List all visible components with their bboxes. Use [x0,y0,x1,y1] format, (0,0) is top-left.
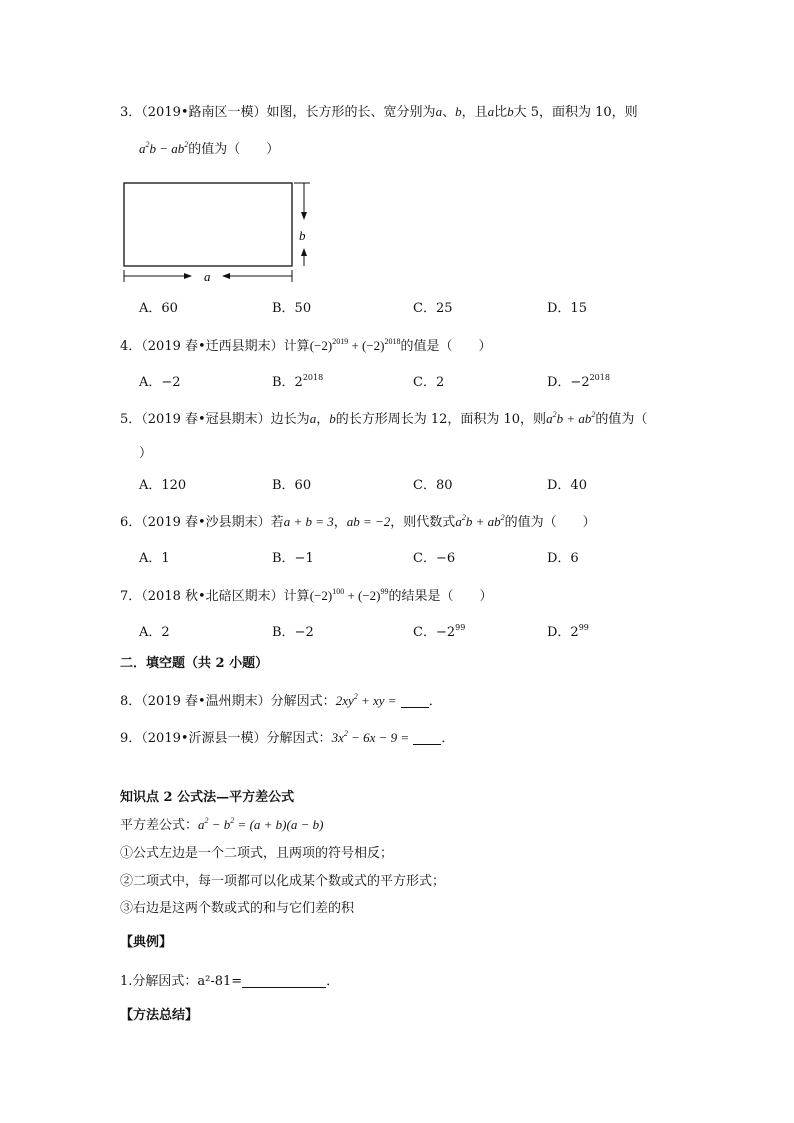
q3-expression: $a^2b - ab^2$ [139,140,189,156]
kp2-point-3: ③右边是这两个数或式的和与它们差的积 [120,901,355,916]
q4-option-d: D．$-2^{2018}$ [547,373,610,390]
q7-option-c: C．$-2^{99}$ [413,623,466,640]
q4-option-a: A．−2 [139,375,181,390]
q3-line2: $a^2b - ab^2$的值为（ ） [139,140,280,157]
method-summary-heading: 【方法总结】 [120,1008,199,1023]
kp2-title: 知识点 2 公式法—平方差公式 [120,790,295,805]
q7-option-a: A．2 [139,625,170,640]
q3-number: 3． [120,105,142,120]
q5-option-b: B．60 [272,478,312,493]
q6-line1: 6．（2019 春•沙县期末）若a + b = 3，ab = −2，则代数式$a^2b + ab^2$的值为（ ） [120,513,596,530]
q5-line1: 5．（2019 春•冠县期末）边长为a，b的长方形周长为 12，面积为 10，则$a^2b + ab^2$的值为（ [120,410,648,427]
q3-line1: 3．（2019•路南区一模）如图，长方形的长、宽分别为a、b，且a比b大 5，面积为 10，则 [120,104,638,120]
q6-option-a: A．1 [139,551,170,566]
q8-expression: $2xy^2$ + xy = [335,692,397,708]
kp2-formula: $a^2 - b^2 = (a + b)(a - b)$ [198,816,324,832]
section2-heading: 二．填空题（共 2 小题） [120,656,269,671]
q5-line2: ） [139,446,153,461]
q6-option-c: C．−6 [413,551,456,566]
q3-source: （2019•路南区一模） [141,105,267,120]
example-question: 1.分解因式：a²-81= ． [120,974,340,989]
q6-expression: $a^2b + ab^2$ [455,513,505,529]
q5-option-d: D．40 [547,478,587,493]
q7-option-b: B．−2 [272,625,314,640]
q8-answer-blank[interactable] [401,693,429,708]
q4-option-c: C．2 [413,375,445,390]
figure-label-b: b [299,228,306,243]
rectangle-shape [124,183,292,266]
q7-option-d: D．$2^{99}$ [547,623,589,640]
figure-label-a: a [204,269,211,284]
q5-option-a: A．120 [139,478,187,493]
q9-expression: $3x^2 - 6x - 9$ = [331,729,410,745]
q8-line1: 8．（2019 春•温州期末）分解因式：$2xy^2$ + xy = ． [120,692,442,709]
example-heading: 【典例】 [120,935,173,950]
q9-line1: 9．（2019•沂源县一模）分解因式：$3x^2 - 6x - 9$ = ． [120,729,455,746]
kp2-point-1: ①公式左边是一个二项式，且两项的符号相反； [120,846,394,861]
q9-answer-blank[interactable] [413,730,441,745]
q3-option-d: D．15 [547,301,587,316]
q3-option-a: A．60 [139,301,178,316]
q3-option-c: C．25 [413,301,453,316]
q4-expression: $(-2)^{2019} + (-2)^{2018}$ [309,337,401,353]
q3-option-b: B．50 [272,301,312,316]
q4-option-b: B．$2^{2018}$ [272,373,324,390]
q5-option-c: C．80 [413,478,453,493]
q7-expression: $(-2)^{100} + (-2)^{99}$ [309,587,389,603]
kp2-point-2: ②二项式中，每一项都可以化成某个数或式的平方形式； [120,874,446,889]
q3-rectangle-figure [118,178,318,286]
q6-option-d: D．6 [547,551,579,566]
q4-line1: 4．（2019 春•迁西县期末）计算$(-2)^{2019} + (-2)^{2018}$的值是（ ） [120,337,492,354]
q6-option-b: B．−1 [272,551,314,566]
example-answer-blank[interactable] [242,973,326,988]
kp2-formula-line: 平方差公式：$a^2 - b^2 = (a + b)(a - b)$ [120,816,324,833]
q5-expression: $a^2b + ab^2$ [546,410,596,426]
q7-line1: 7．（2018 秋•北碚区期末）计算$(-2)^{100} + (-2)^{99}$的结果是（ ） [120,587,493,604]
